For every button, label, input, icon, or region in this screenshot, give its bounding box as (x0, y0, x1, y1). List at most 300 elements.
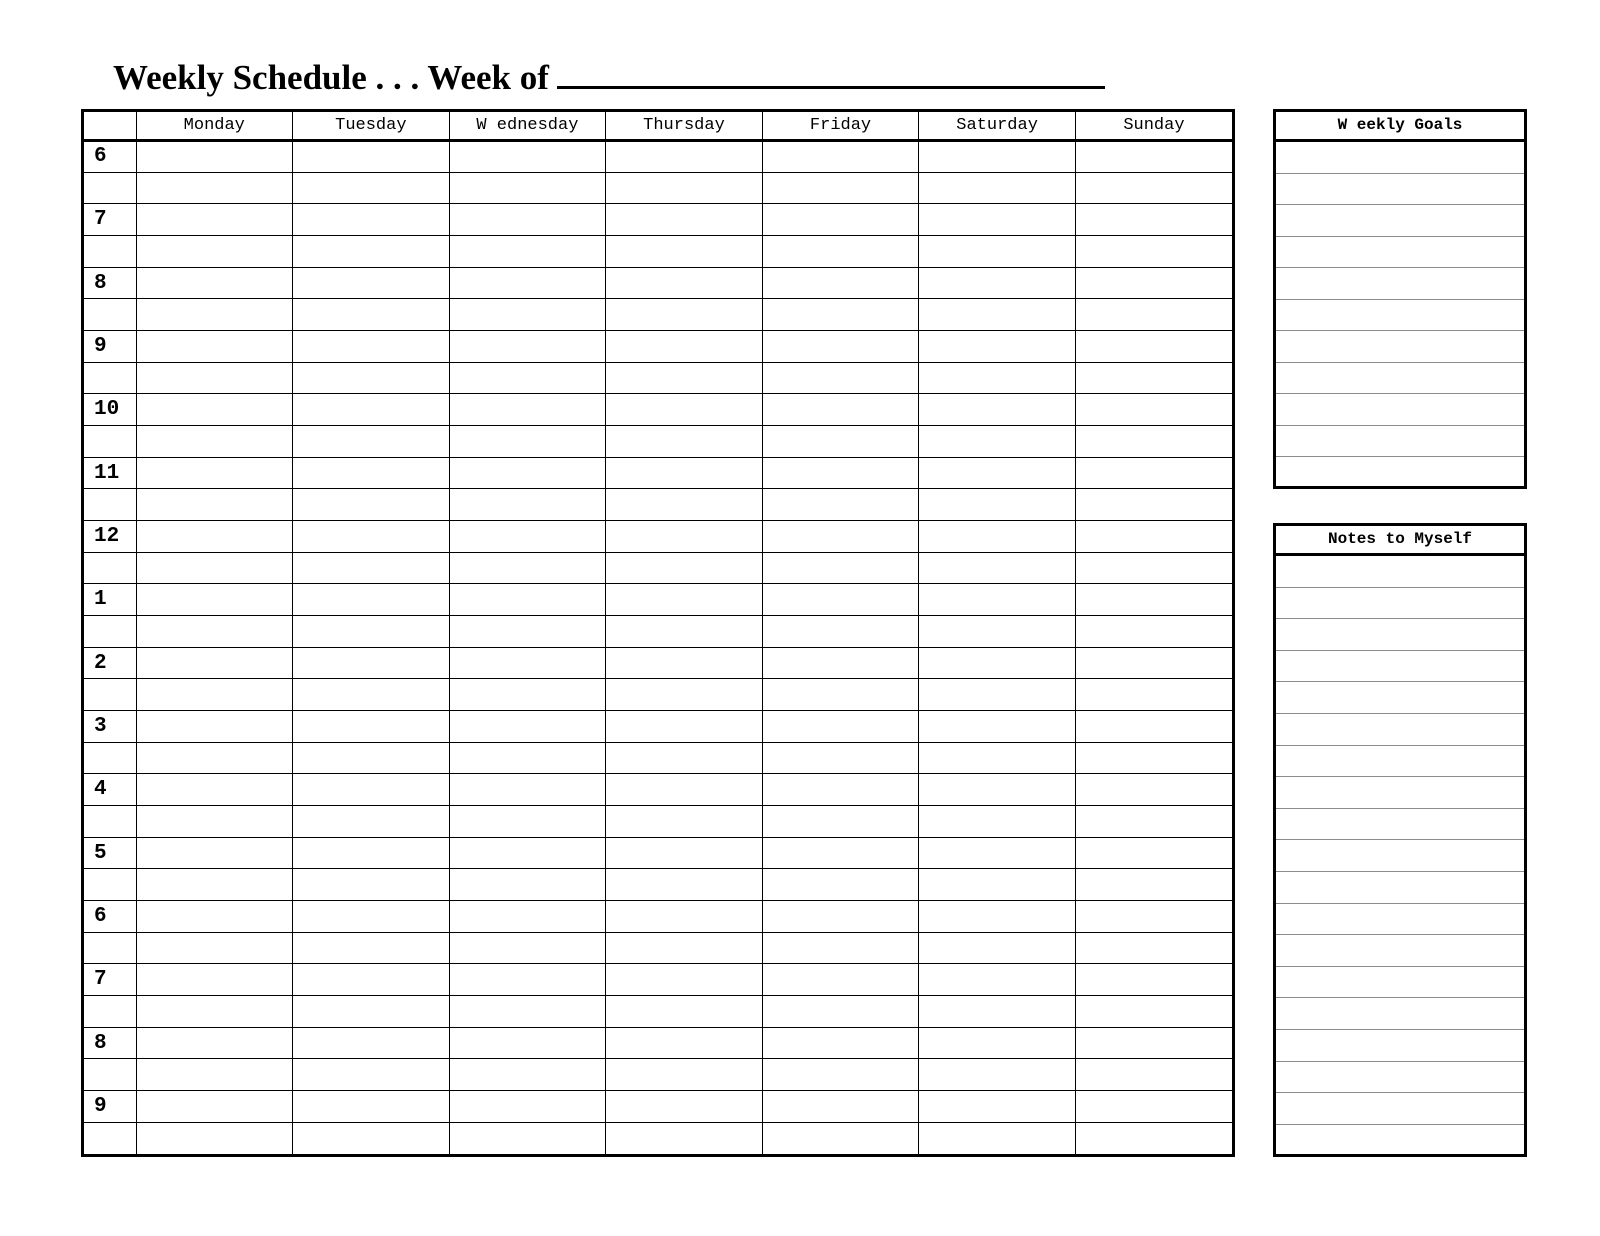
schedule-slot[interactable] (293, 457, 450, 489)
hour-label: 12 (84, 521, 136, 553)
schedule-slot[interactable] (293, 679, 450, 711)
schedule-slot[interactable] (449, 616, 606, 648)
schedule-slot[interactable] (762, 204, 919, 236)
schedule-slot[interactable] (1075, 1059, 1232, 1091)
table-row (84, 1122, 1232, 1154)
hour-label: 3 (84, 711, 136, 743)
schedule-slot[interactable] (293, 1027, 450, 1059)
schedule-slot[interactable] (762, 521, 919, 553)
schedule-slot[interactable] (136, 426, 293, 458)
notes-lines (1276, 556, 1524, 1156)
schedule-slot[interactable] (449, 267, 606, 299)
ruled-line[interactable] (1276, 809, 1524, 841)
schedule-slot[interactable] (919, 299, 1076, 331)
weekly-goals-lines (1276, 142, 1524, 489)
schedule-slot[interactable] (919, 1059, 1076, 1091)
schedule-slot[interactable] (762, 932, 919, 964)
schedule-slot[interactable] (762, 141, 919, 173)
schedule-slot[interactable] (136, 1059, 293, 1091)
schedule-slot[interactable] (762, 616, 919, 648)
hour-label: 9 (84, 1091, 136, 1123)
schedule-slot[interactable] (1075, 141, 1232, 173)
schedule-slot[interactable] (606, 742, 763, 774)
schedule-slot[interactable] (136, 932, 293, 964)
schedule-slot[interactable] (293, 1122, 450, 1154)
hour-label: 10 (84, 394, 136, 426)
schedule-slot[interactable] (762, 1059, 919, 1091)
schedule-slot[interactable] (762, 267, 919, 299)
ruled-line[interactable] (1276, 268, 1524, 300)
schedule-slot[interactable] (136, 964, 293, 996)
schedule-slot[interactable] (136, 489, 293, 521)
schedule-slot[interactable] (136, 267, 293, 299)
schedule-slot[interactable] (1075, 869, 1232, 901)
schedule-slot[interactable] (606, 1059, 763, 1091)
schedule-slot[interactable] (606, 521, 763, 553)
ruled-line[interactable] (1276, 904, 1524, 936)
schedule-slot[interactable] (606, 616, 763, 648)
schedule-slot[interactable] (136, 552, 293, 584)
schedule-slot[interactable] (449, 996, 606, 1028)
hour-label: 4 (84, 774, 136, 806)
schedule-slot[interactable] (449, 426, 606, 458)
schedule-slot[interactable] (919, 1027, 1076, 1059)
schedule-slot[interactable] (606, 774, 763, 806)
table-row (84, 394, 1232, 426)
schedule-slot[interactable] (919, 742, 1076, 774)
schedule-slot[interactable] (919, 236, 1076, 268)
schedule-slot[interactable] (762, 362, 919, 394)
ruled-line[interactable] (1276, 331, 1524, 363)
schedule-slot[interactable] (762, 996, 919, 1028)
schedule-slot[interactable] (606, 932, 763, 964)
schedule-slot[interactable] (293, 362, 450, 394)
schedule-slot[interactable] (606, 996, 763, 1028)
schedule-slot[interactable] (293, 711, 450, 743)
schedule-slot[interactable] (449, 774, 606, 806)
week-of-blank-line[interactable] (557, 86, 1105, 89)
schedule-slot[interactable] (762, 1091, 919, 1123)
schedule-slot[interactable] (449, 964, 606, 996)
schedule-slot[interactable] (449, 1091, 606, 1123)
ruled-line[interactable] (1276, 1093, 1524, 1125)
schedule-slot[interactable] (136, 837, 293, 869)
schedule-slot[interactable] (606, 806, 763, 838)
schedule-slot[interactable] (293, 426, 450, 458)
schedule-slot[interactable] (449, 521, 606, 553)
schedule-slot[interactable] (136, 457, 293, 489)
ruled-line[interactable] (1276, 682, 1524, 714)
schedule-slot[interactable] (1075, 806, 1232, 838)
ruled-line[interactable] (1276, 1125, 1524, 1157)
schedule-slot[interactable] (919, 552, 1076, 584)
weekly-schedule-grid (81, 109, 1235, 1157)
schedule-slot[interactable] (606, 679, 763, 711)
schedule-slot[interactable] (449, 584, 606, 616)
schedule-slot[interactable] (1075, 1091, 1232, 1123)
schedule-slot[interactable] (449, 1122, 606, 1154)
table-row (84, 711, 1232, 743)
schedule-slot[interactable] (293, 616, 450, 648)
ruled-line[interactable] (1276, 394, 1524, 426)
schedule-slot[interactable] (293, 584, 450, 616)
day-header: Monday (136, 112, 293, 141)
schedule-slot[interactable] (449, 837, 606, 869)
schedule-slot[interactable] (762, 394, 919, 426)
schedule-slot[interactable] (136, 742, 293, 774)
table-row (84, 806, 1232, 838)
schedule-slot[interactable] (1075, 426, 1232, 458)
schedule-slot[interactable] (606, 489, 763, 521)
table-row (84, 1027, 1232, 1059)
schedule-slot[interactable] (606, 837, 763, 869)
schedule-slot[interactable] (919, 711, 1076, 743)
schedule-slot[interactable] (136, 996, 293, 1028)
schedule-slot[interactable] (606, 1122, 763, 1154)
schedule-slot[interactable] (293, 806, 450, 838)
schedule-slot[interactable] (919, 204, 1076, 236)
schedule-slot[interactable] (762, 837, 919, 869)
schedule-slot[interactable] (293, 774, 450, 806)
table-row (84, 489, 1232, 521)
ruled-line[interactable] (1276, 619, 1524, 651)
table-row (84, 204, 1232, 236)
schedule-slot[interactable] (762, 1027, 919, 1059)
schedule-slot[interactable] (1075, 964, 1232, 996)
schedule-slot[interactable] (1075, 331, 1232, 363)
schedule-slot[interactable] (1075, 457, 1232, 489)
table-row (84, 616, 1232, 648)
schedule-slot[interactable] (136, 774, 293, 806)
notes-heading: Notes to Myself (1276, 526, 1524, 556)
schedule-slot[interactable] (136, 331, 293, 363)
schedule-slot[interactable] (762, 584, 919, 616)
schedule-slot[interactable] (449, 1027, 606, 1059)
schedule-slot[interactable] (449, 932, 606, 964)
schedule-slot[interactable] (606, 584, 763, 616)
schedule-slot[interactable] (606, 362, 763, 394)
schedule-slot[interactable] (606, 426, 763, 458)
schedule-slot[interactable] (293, 1091, 450, 1123)
schedule-slot[interactable] (919, 394, 1076, 426)
schedule-slot[interactable] (136, 711, 293, 743)
schedule-slot[interactable] (449, 172, 606, 204)
schedule-slot[interactable] (919, 1122, 1076, 1154)
ruled-line[interactable] (1276, 142, 1524, 174)
hour-label: 1 (84, 584, 136, 616)
schedule-slot[interactable] (919, 837, 1076, 869)
table-row (84, 457, 1232, 489)
schedule-slot[interactable] (293, 647, 450, 679)
schedule-slot[interactable] (449, 647, 606, 679)
schedule-slot[interactable] (1075, 647, 1232, 679)
schedule-slot[interactable] (136, 141, 293, 173)
schedule-slot[interactable] (136, 901, 293, 933)
schedule-slot[interactable] (449, 1059, 606, 1091)
schedule-slot[interactable] (919, 331, 1076, 363)
ruled-line[interactable] (1276, 588, 1524, 620)
schedule-slot[interactable] (136, 172, 293, 204)
hour-label: 6 (84, 901, 136, 933)
schedule-slot[interactable] (919, 647, 1076, 679)
table-row (84, 1059, 1232, 1091)
schedule-slot[interactable] (762, 552, 919, 584)
ruled-line[interactable] (1276, 935, 1524, 967)
schedule-slot[interactable] (1075, 901, 1232, 933)
schedule-slot[interactable] (919, 362, 1076, 394)
schedule-slot[interactable] (919, 489, 1076, 521)
schedule-slot[interactable] (293, 869, 450, 901)
schedule-slot[interactable] (606, 457, 763, 489)
ruled-line[interactable] (1276, 457, 1524, 489)
schedule-slot[interactable] (449, 679, 606, 711)
schedule-slot[interactable] (1075, 711, 1232, 743)
table-row (84, 679, 1232, 711)
ruled-line[interactable] (1276, 205, 1524, 237)
day-header: Thursday (606, 112, 763, 141)
schedule-slot[interactable] (449, 204, 606, 236)
schedule-slot[interactable] (136, 647, 293, 679)
schedule-slot[interactable] (762, 1122, 919, 1154)
schedule-slot[interactable] (762, 774, 919, 806)
schedule-slot[interactable] (136, 394, 293, 426)
ruled-line[interactable] (1276, 300, 1524, 332)
schedule-slot[interactable] (449, 141, 606, 173)
schedule-slot[interactable] (606, 331, 763, 363)
schedule-slot[interactable] (919, 426, 1076, 458)
schedule-slot[interactable] (606, 299, 763, 331)
schedule-slot[interactable] (1075, 362, 1232, 394)
schedule-slot[interactable] (762, 869, 919, 901)
schedule-slot[interactable] (606, 267, 763, 299)
schedule-slot[interactable] (919, 616, 1076, 648)
schedule-slot[interactable] (449, 236, 606, 268)
schedule-slot[interactable] (1075, 521, 1232, 553)
schedule-slot[interactable] (449, 869, 606, 901)
ruled-line[interactable] (1276, 174, 1524, 206)
schedule-slot[interactable] (449, 362, 606, 394)
schedule-slot[interactable] (449, 552, 606, 584)
hour-label: 5 (84, 837, 136, 869)
schedule-slot[interactable] (136, 584, 293, 616)
schedule-slot[interactable] (919, 521, 1076, 553)
schedule-slot[interactable] (762, 236, 919, 268)
schedule-slot[interactable] (1075, 204, 1232, 236)
schedule-slot[interactable] (449, 901, 606, 933)
schedule-slot[interactable] (136, 299, 293, 331)
schedule-slot[interactable] (293, 932, 450, 964)
schedule-slot[interactable] (293, 552, 450, 584)
schedule-slot[interactable] (136, 869, 293, 901)
ruled-line[interactable] (1276, 872, 1524, 904)
schedule-slot[interactable] (919, 964, 1076, 996)
schedule-slot[interactable] (136, 1091, 293, 1123)
schedule-slot[interactable] (293, 489, 450, 521)
table-row (84, 837, 1232, 869)
ruled-line[interactable] (1276, 237, 1524, 269)
schedule-slot[interactable] (293, 299, 450, 331)
schedule-slot[interactable] (136, 806, 293, 838)
schedule-slot[interactable] (136, 679, 293, 711)
schedule-slot[interactable] (919, 267, 1076, 299)
schedule-slot[interactable] (449, 331, 606, 363)
schedule-slot[interactable] (1075, 489, 1232, 521)
schedule-slot[interactable] (1075, 742, 1232, 774)
schedule-slot[interactable] (293, 172, 450, 204)
schedule-slot[interactable] (293, 837, 450, 869)
schedule-slot[interactable] (293, 996, 450, 1028)
schedule-slot[interactable] (606, 1027, 763, 1059)
table-row (84, 521, 1232, 553)
table-row (84, 584, 1232, 616)
ruled-line[interactable] (1276, 556, 1524, 588)
ruled-line[interactable] (1276, 1030, 1524, 1062)
schedule-slot[interactable] (293, 742, 450, 774)
schedule-slot[interactable] (606, 647, 763, 679)
schedule-slot[interactable] (762, 647, 919, 679)
schedule-slot[interactable] (1075, 584, 1232, 616)
ruled-line[interactable] (1276, 363, 1524, 395)
schedule-slot[interactable] (1075, 616, 1232, 648)
schedule-slot[interactable] (293, 141, 450, 173)
schedule-slot[interactable] (919, 806, 1076, 838)
schedule-slot[interactable] (1075, 774, 1232, 806)
schedule-slot[interactable] (762, 299, 919, 331)
half-hour-label (84, 172, 136, 204)
schedule-slot[interactable] (136, 616, 293, 648)
ruled-line[interactable] (1276, 840, 1524, 872)
schedule-slot[interactable] (293, 236, 450, 268)
schedule-slot[interactable] (1075, 172, 1232, 204)
schedule-slot[interactable] (606, 172, 763, 204)
table-row (84, 1091, 1232, 1123)
schedule-slot[interactable] (1075, 299, 1232, 331)
schedule-slot[interactable] (293, 331, 450, 363)
schedule-slot[interactable] (919, 901, 1076, 933)
half-hour-label (84, 616, 136, 648)
ruled-line[interactable] (1276, 714, 1524, 746)
schedule-slot[interactable] (762, 331, 919, 363)
schedule-slot[interactable] (762, 806, 919, 838)
time-header-cell (84, 112, 136, 141)
hour-label: 8 (84, 1027, 136, 1059)
schedule-slot[interactable] (293, 901, 450, 933)
schedule-slot[interactable] (1075, 996, 1232, 1028)
schedule-slot[interactable] (136, 521, 293, 553)
schedule-slot[interactable] (919, 457, 1076, 489)
schedule-slot[interactable] (919, 584, 1076, 616)
schedule-slot[interactable] (1075, 552, 1232, 584)
ruled-line[interactable] (1276, 426, 1524, 458)
schedule-slot[interactable] (136, 1027, 293, 1059)
schedule-slot[interactable] (762, 711, 919, 743)
schedule-slot[interactable] (449, 299, 606, 331)
schedule-slot[interactable] (1075, 236, 1232, 268)
ruled-line[interactable] (1276, 746, 1524, 778)
ruled-line[interactable] (1276, 998, 1524, 1030)
schedule-slot[interactable] (293, 204, 450, 236)
schedule-slot[interactable] (919, 869, 1076, 901)
weekly-goals-panel (1273, 109, 1527, 489)
ruled-line[interactable] (1276, 967, 1524, 999)
schedule-slot[interactable] (762, 679, 919, 711)
day-header: Sunday (1075, 112, 1232, 141)
schedule-slot[interactable] (1075, 837, 1232, 869)
schedule-slot[interactable] (293, 267, 450, 299)
schedule-slot[interactable] (449, 711, 606, 743)
schedule-slot[interactable] (919, 932, 1076, 964)
schedule-slot[interactable] (606, 1091, 763, 1123)
hour-label: 7 (84, 204, 136, 236)
schedule-slot[interactable] (1075, 1122, 1232, 1154)
table-row (84, 299, 1232, 331)
schedule-slot[interactable] (1075, 267, 1232, 299)
schedule-slot[interactable] (919, 996, 1076, 1028)
table-row (84, 236, 1232, 268)
schedule-slot[interactable] (293, 964, 450, 996)
ruled-line[interactable] (1276, 651, 1524, 683)
schedule-slot[interactable] (919, 172, 1076, 204)
schedule-slot[interactable] (606, 141, 763, 173)
day-header: W ednesday (449, 112, 606, 141)
schedule-slot[interactable] (1075, 932, 1232, 964)
ruled-line[interactable] (1276, 777, 1524, 809)
schedule-slot[interactable] (449, 742, 606, 774)
schedule-slot[interactable] (293, 394, 450, 426)
schedule-slot[interactable] (1075, 1027, 1232, 1059)
half-hour-label (84, 742, 136, 774)
table-row (84, 647, 1232, 679)
schedule-slot[interactable] (449, 394, 606, 426)
schedule-slot[interactable] (449, 457, 606, 489)
schedule-slot[interactable] (606, 869, 763, 901)
schedule-slot[interactable] (606, 901, 763, 933)
schedule-slot[interactable] (136, 204, 293, 236)
schedule-slot[interactable] (1075, 394, 1232, 426)
schedule-slot[interactable] (762, 901, 919, 933)
schedule-slot[interactable] (762, 426, 919, 458)
schedule-slot[interactable] (136, 362, 293, 394)
schedule-body (84, 141, 1232, 1155)
schedule-slot[interactable] (762, 964, 919, 996)
half-hour-label (84, 1059, 136, 1091)
schedule-slot[interactable] (606, 552, 763, 584)
schedule-slot[interactable] (1075, 679, 1232, 711)
half-hour-label (84, 869, 136, 901)
schedule-slot[interactable] (606, 394, 763, 426)
schedule-slot[interactable] (293, 521, 450, 553)
schedule-slot[interactable] (449, 489, 606, 521)
schedule-slot[interactable] (762, 457, 919, 489)
schedule-slot[interactable] (449, 806, 606, 838)
schedule-slot[interactable] (606, 236, 763, 268)
schedule-slot[interactable] (919, 679, 1076, 711)
half-hour-label (84, 299, 136, 331)
schedule-slot[interactable] (136, 236, 293, 268)
ruled-line[interactable] (1276, 1062, 1524, 1094)
schedule-slot[interactable] (762, 172, 919, 204)
schedule-slot[interactable] (606, 964, 763, 996)
schedule-slot[interactable] (762, 742, 919, 774)
schedule-slot[interactable] (136, 1122, 293, 1154)
schedule-slot[interactable] (919, 141, 1076, 173)
schedule-slot[interactable] (293, 1059, 450, 1091)
schedule-slot[interactable] (762, 489, 919, 521)
schedule-slot[interactable] (919, 774, 1076, 806)
schedule-slot[interactable] (606, 711, 763, 743)
schedule-slot[interactable] (919, 1091, 1076, 1123)
schedule-slot[interactable] (606, 204, 763, 236)
